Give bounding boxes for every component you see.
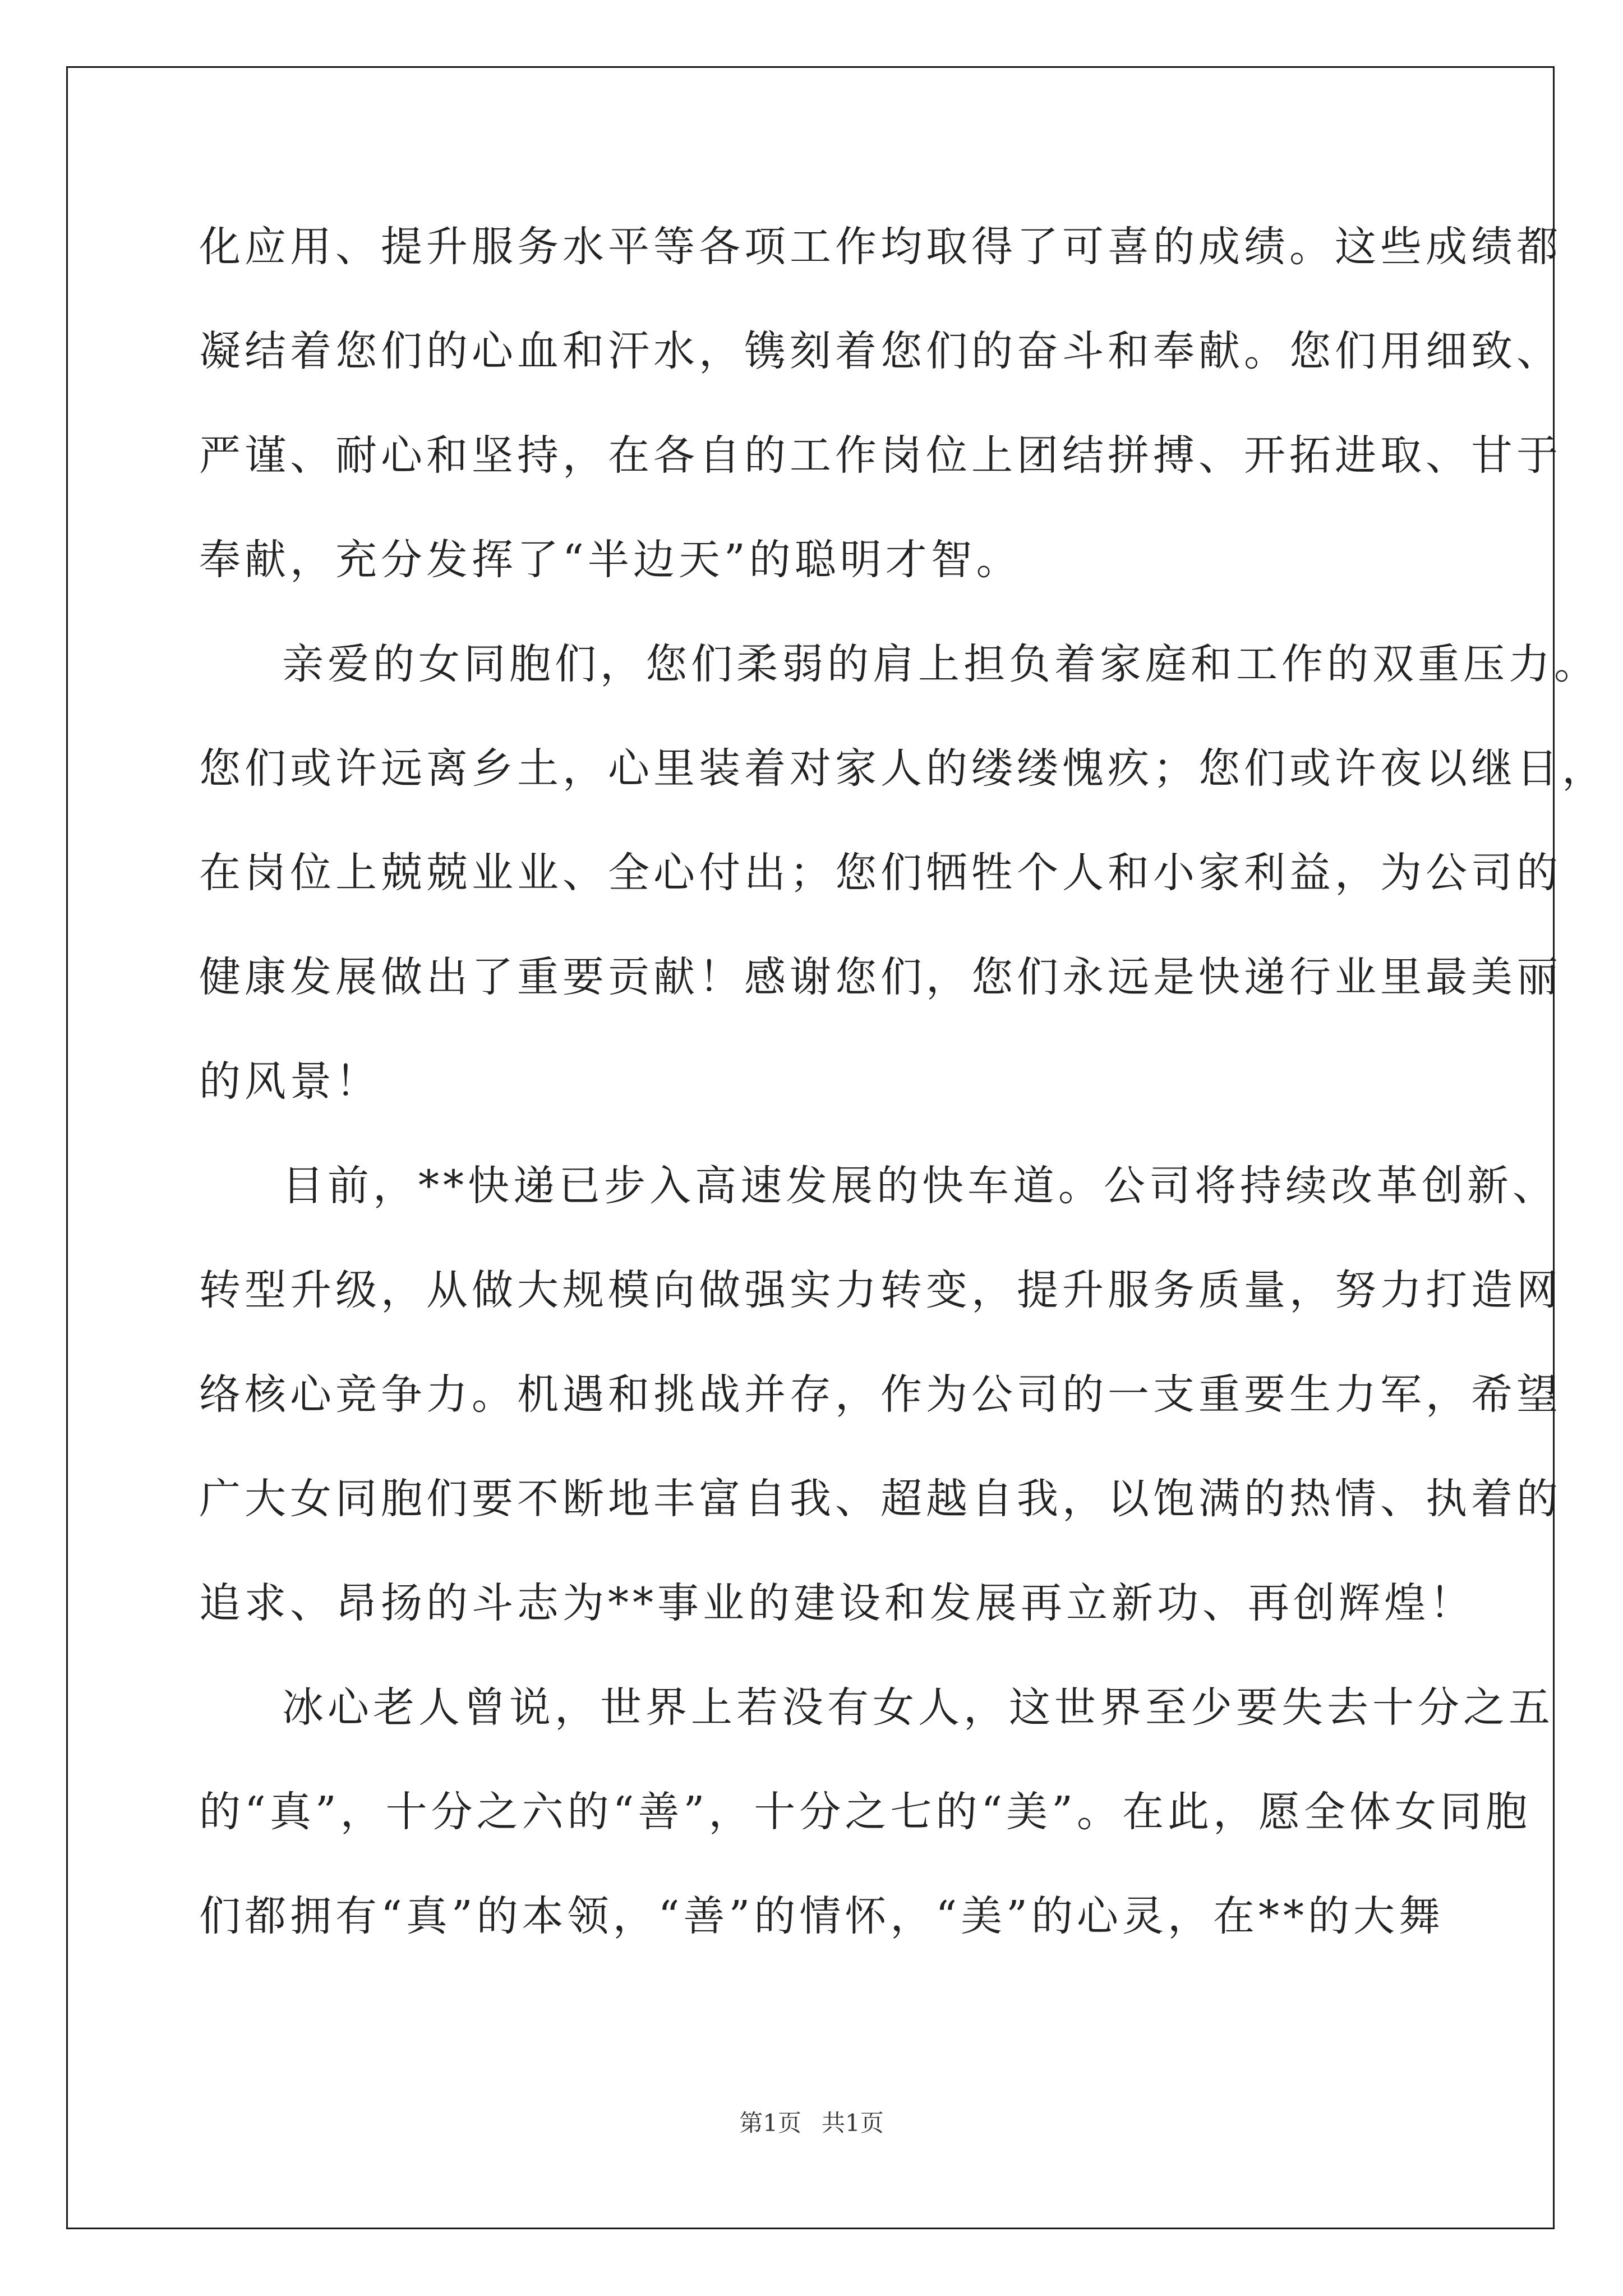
paragraph-first-line: 冰心老人曾说，世界上若没有女人，这世界至少要失去十分之五: [282, 1683, 1554, 1732]
text-line: 在岗位上兢兢业业、全心付出；您们牺牲个人和小家利益，为公司的: [199, 849, 1562, 897]
text-line: 的“真”，十分之六的“善”，十分之七的“美”。在此，愿全体女同胞: [199, 1788, 1531, 1836]
paragraph-first-line: 目前，**快递已步入高速发展的快车道。公司将持续改革创新、: [282, 1162, 1558, 1210]
page-total: 共1页: [822, 2109, 884, 2137]
paragraph-first-line: 亲爱的女同胞们，您们柔弱的肩上担负着家庭和工作的双重压力。: [282, 640, 1599, 688]
text-line: 们都拥有“真”的本领，“善”的情怀，“美”的心灵，在**的大舞: [199, 1892, 1444, 1940]
text-line: 转型升级，从做大规模向做强实力转变，提升服务质量，努力打造网: [199, 1266, 1562, 1314]
text-line: 化应用、提升服务水平等各项工作均取得了可喜的成绩。这些成绩都: [199, 223, 1562, 271]
text-line: 奉献，充分发挥了“半边天”的聪明才智。: [199, 536, 1022, 584]
text-line: 您们或许远离乡土，心里装着对家人的缕缕愧疚；您们或许夜以继日，: [199, 744, 1607, 793]
text-line: 的风景！: [199, 1057, 381, 1106]
text-line: 广大女同胞们要不断地丰富自我、超越自我，以饱满的热情、执着的: [199, 1475, 1562, 1523]
text-line: 凝结着您们的心血和汗水，镌刻着您们的奋斗和奉献。您们用细致、: [199, 327, 1562, 375]
page-number: 第1页: [739, 2109, 801, 2137]
text-line: 追求、昂扬的斗志为**事业的建设和发展再立新功、再创辉煌！: [199, 1579, 1475, 1627]
text-line: 络核心竞争力。机遇和挑战并存，作为公司的一支重要生力军，希望: [199, 1370, 1562, 1419]
text-line: 严谨、耐心和坚持，在各自的工作岗位上团结拼搏、开拓进取、甘于: [199, 431, 1562, 480]
text-line: 健康发展做出了重要贡献！感谢您们，您们永远是快递行业里最美丽: [199, 953, 1562, 1001]
page-footer: [0, 2105, 1623, 2138]
